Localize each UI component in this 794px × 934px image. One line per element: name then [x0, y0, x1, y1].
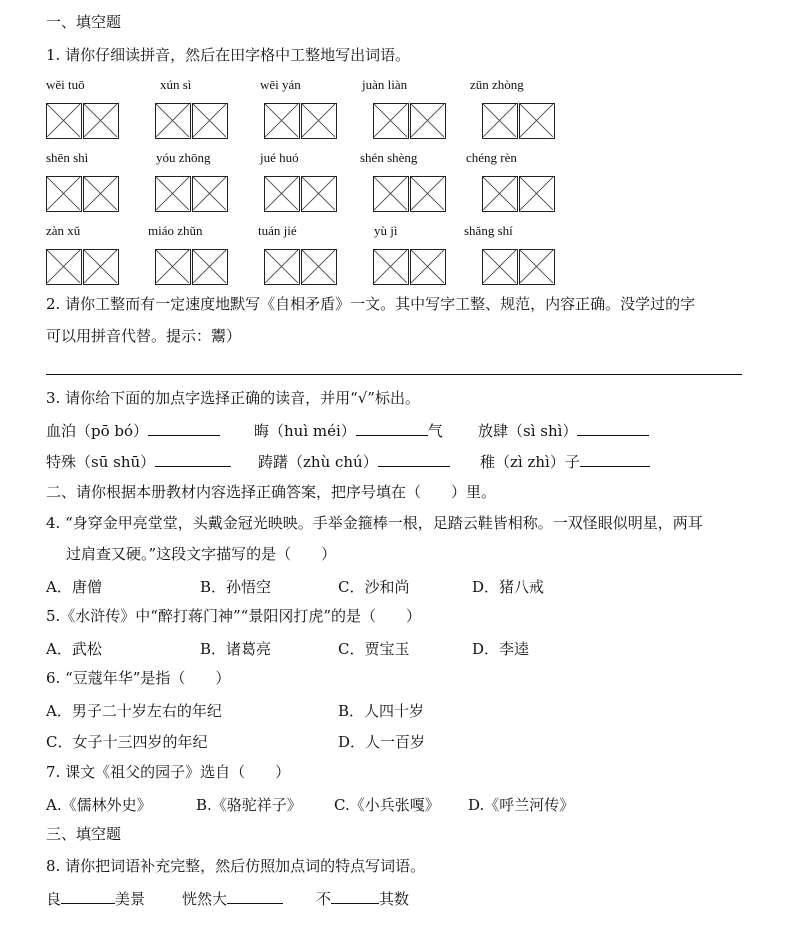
diagonal-guide-icon — [156, 250, 189, 283]
question-8: 8. 请你把词语补充完整，然后仿照加点词的特点写词语。 — [46, 857, 426, 875]
tianzige-pair[interactable] — [46, 176, 120, 212]
reading-item-label: 特殊（sū shū） — [46, 453, 156, 471]
option-d[interactable]: D.《呼兰河传》 — [468, 796, 575, 814]
idiom-item — [182, 888, 283, 909]
pinyin-label: wěi tuō — [46, 77, 85, 92]
tianzige-pair[interactable] — [373, 103, 447, 139]
tianzige-cell[interactable] — [301, 249, 337, 285]
tianzige-pair[interactable] — [46, 103, 120, 139]
answer-blank[interactable] — [577, 421, 649, 436]
diagonal-guide-icon — [302, 177, 335, 210]
answer-blank[interactable] — [378, 452, 450, 467]
tianzige-cell[interactable] — [410, 103, 446, 139]
tianzige-cell[interactable] — [264, 103, 300, 139]
diagonal-guide-icon — [47, 177, 80, 210]
answer-blank[interactable] — [61, 889, 115, 904]
pinyin-label: shēn shì — [46, 150, 89, 165]
tianzige-cell[interactable] — [83, 176, 119, 212]
idiom-part: 不 — [316, 890, 332, 908]
tianzige-pair[interactable] — [373, 249, 447, 285]
diagonal-guide-icon — [84, 250, 117, 283]
diagonal-guide-icon — [411, 250, 444, 283]
pinyin-label: wēi yán — [260, 77, 301, 92]
tianzige-cell[interactable] — [46, 249, 82, 285]
tianzige-cell[interactable] — [264, 176, 300, 212]
tianzige-cell[interactable] — [519, 103, 555, 139]
question-2-line-1: 2. 请你工整而有一定速度地默写《自相矛盾》一文。其中写字工整、规范，内容正确。没学过的字 — [46, 295, 696, 313]
tianzige-cell[interactable] — [373, 176, 409, 212]
option-c[interactable]: C.《小兵张嘎》 — [334, 796, 440, 814]
answer-blank[interactable] — [580, 452, 650, 467]
tianzige-cell[interactable] — [155, 103, 191, 139]
diagonal-guide-icon — [483, 177, 516, 210]
reading-item-label: 晦（huì méi） — [254, 422, 356, 440]
reading-item — [46, 451, 231, 472]
idiom-part: 恍然大 — [182, 890, 228, 908]
tianzige-cell[interactable] — [410, 249, 446, 285]
tianzige-cell[interactable] — [519, 249, 555, 285]
diagonal-guide-icon — [520, 177, 553, 210]
option-c[interactable]: C．贾宝玉 — [338, 640, 410, 658]
option-d[interactable]: D．猪八戒 — [472, 578, 545, 596]
tianzige-pair[interactable] — [155, 103, 229, 139]
pinyin-label: yóu zhōng — [156, 150, 211, 165]
tianzige-cell[interactable] — [482, 176, 518, 212]
tianzige-pair[interactable] — [264, 249, 338, 285]
tianzige-cell[interactable] — [482, 249, 518, 285]
option-d[interactable]: D．李逵 — [472, 640, 530, 658]
question-3: 3. 请你给下面的加点字选择正确的读音，并用“√”标出。 — [46, 389, 420, 407]
option-a[interactable]: A．男子二十岁左右的年纪 — [46, 702, 222, 720]
tianzige-pair[interactable] — [482, 176, 556, 212]
diagonal-guide-icon — [265, 177, 298, 210]
tianzige-cell[interactable] — [373, 103, 409, 139]
section-heading-1: 一、填空题 — [46, 13, 122, 31]
tianzige-cell[interactable] — [410, 176, 446, 212]
tianzige-cell[interactable] — [482, 103, 518, 139]
tianzige-pair[interactable] — [155, 249, 229, 285]
idiom-part: 美景 — [115, 890, 146, 908]
tianzige-cell[interactable] — [301, 176, 337, 212]
tianzige-cell[interactable] — [155, 249, 191, 285]
reading-item-label: 放肆（sì shì） — [478, 422, 578, 440]
tianzige-cell[interactable] — [46, 103, 82, 139]
tianzige-cell[interactable] — [155, 176, 191, 212]
diagonal-guide-icon — [193, 177, 226, 210]
section-heading-2: 二、请你根据本册教材内容选择正确答案，把序号填在（ ）里。 — [46, 483, 497, 501]
reading-item — [480, 451, 650, 472]
section-heading-3: 三、填空题 — [46, 825, 122, 843]
option-a[interactable]: A.《儒林外史》 — [46, 796, 152, 814]
reading-item — [478, 420, 649, 441]
diagonal-guide-icon — [84, 177, 117, 210]
answer-line[interactable] — [46, 374, 742, 375]
reading-item-suffix: 气 — [427, 422, 443, 440]
pinyin-label: zàn xǔ — [46, 223, 81, 238]
diagonal-guide-icon — [411, 104, 444, 137]
option-a[interactable]: A．唐僧 — [46, 578, 102, 596]
option-c[interactable]: C．沙和尚 — [338, 578, 410, 596]
diagonal-guide-icon — [47, 104, 80, 137]
option-c[interactable]: C．女子十三四岁的年纪 — [46, 733, 208, 751]
diagonal-guide-icon — [520, 104, 553, 137]
pinyin-label: tuán jié — [258, 223, 297, 238]
question-7: 7. 课文《祖父的园子》选自（ ） — [46, 763, 291, 781]
tianzige-pair[interactable] — [373, 176, 447, 212]
option-b[interactable]: B．人四十岁 — [338, 702, 425, 720]
pinyin-label: jué huó — [260, 150, 299, 165]
pinyin-label: zūn zhòng — [470, 77, 524, 92]
idiom-item — [46, 888, 145, 909]
question-2-line-2: 可以用拼音代替。提示：鬻） — [46, 327, 242, 345]
option-b[interactable]: B．诸葛亮 — [200, 640, 272, 658]
answer-blank[interactable] — [155, 452, 231, 467]
tianzige-pair[interactable] — [155, 176, 229, 212]
diagonal-guide-icon — [411, 177, 444, 210]
tianzige-cell[interactable] — [192, 103, 228, 139]
question-5: 5.《水浒传》中“醉打蒋门神”“景阳冈打虎”的是（ ） — [46, 607, 421, 625]
diagonal-guide-icon — [47, 250, 80, 283]
idiom-part: 其数 — [379, 890, 410, 908]
pinyin-label: miáo zhǔn — [148, 223, 203, 238]
diagonal-guide-icon — [193, 250, 226, 283]
option-a[interactable]: A．武松 — [46, 640, 102, 658]
idiom-item — [316, 888, 409, 909]
diagonal-guide-icon — [302, 104, 335, 137]
idiom-part: 良 — [46, 890, 62, 908]
question-1: 1. 请你仔细读拼音，然后在田字格中工整地写出词语。 — [46, 46, 411, 64]
reading-item — [254, 420, 443, 441]
tianzige-cell[interactable] — [301, 103, 337, 139]
diagonal-guide-icon — [156, 104, 189, 137]
pinyin-label: shǎng shí — [464, 223, 513, 238]
reading-item — [46, 420, 220, 441]
tianzige-pair[interactable] — [264, 176, 338, 212]
tianzige-cell[interactable] — [264, 249, 300, 285]
tianzige-cell[interactable] — [192, 176, 228, 212]
tianzige-pair[interactable] — [482, 103, 556, 139]
diagonal-guide-icon — [193, 104, 226, 137]
option-b[interactable]: B.《骆驼祥子》 — [196, 796, 302, 814]
tianzige-pair[interactable] — [482, 249, 556, 285]
pinyin-label: yù jì — [374, 223, 398, 238]
pinyin-label: shén shèng — [360, 150, 418, 165]
reading-item-label: 血泊（pō bó） — [46, 422, 149, 440]
question-6: 6. “豆蔻年华”是指（ ） — [46, 669, 231, 687]
diagonal-guide-icon — [84, 104, 117, 137]
pinyin-label: juàn liàn — [362, 77, 408, 92]
diagonal-guide-icon — [483, 250, 516, 283]
tianzige-cell[interactable] — [46, 176, 82, 212]
tianzige-pair[interactable] — [264, 103, 338, 139]
diagonal-guide-icon — [374, 177, 407, 210]
diagonal-guide-icon — [374, 250, 407, 283]
diagonal-guide-icon — [374, 104, 407, 137]
diagonal-guide-icon — [302, 250, 335, 283]
diagonal-guide-icon — [156, 177, 189, 210]
diagonal-guide-icon — [265, 104, 298, 137]
tianzige-cell[interactable] — [519, 176, 555, 212]
option-d[interactable]: D．人一百岁 — [338, 733, 426, 751]
answer-blank[interactable] — [148, 421, 220, 436]
diagonal-guide-icon — [520, 250, 553, 283]
pinyin-label: xún sì — [160, 77, 192, 92]
diagonal-guide-icon — [483, 104, 516, 137]
tianzige-cell[interactable] — [373, 249, 409, 285]
option-b[interactable]: B．孙悟空 — [200, 578, 272, 596]
answer-blank[interactable] — [227, 889, 283, 904]
tianzige-cell[interactable] — [192, 249, 228, 285]
question-4-line-1: 4. “身穿金甲亮堂堂，头戴金冠光映映。手举金箍棒一根，足踏云鞋皆相称。一双怪眼似明星，两耳 — [46, 514, 703, 532]
reading-item-label: 稚（zì zhì）子 — [480, 453, 580, 471]
reading-item-label: 踌躇（zhù chú） — [258, 453, 378, 471]
question-4-line-2: 过肩查又硬。”这段文字描写的是（ ） — [66, 545, 337, 563]
pinyin-label: chéng rèn — [466, 150, 517, 165]
reading-item — [258, 451, 450, 472]
answer-blank[interactable] — [356, 421, 428, 436]
tianzige-cell[interactable] — [83, 103, 119, 139]
tianzige-pair[interactable] — [46, 249, 120, 285]
answer-blank[interactable] — [331, 889, 379, 904]
tianzige-cell[interactable] — [83, 249, 119, 285]
diagonal-guide-icon — [265, 250, 298, 283]
